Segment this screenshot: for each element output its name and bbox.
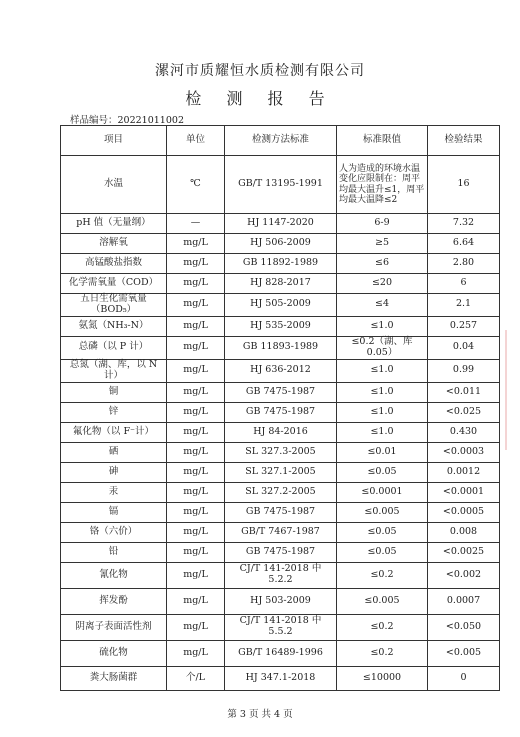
table-cell: 铅 bbox=[61, 542, 167, 562]
table-cell: 0.430 bbox=[428, 422, 500, 442]
table-cell: 0.0007 bbox=[428, 588, 500, 614]
table-cell: 人为造成的环境水温变化应限制在：周平均最大温升≤1，周平均最大温降≤2 bbox=[337, 156, 428, 214]
table-cell: 镉 bbox=[61, 502, 167, 522]
table-cell: mg/L bbox=[167, 234, 225, 254]
table-cell: ≤4 bbox=[337, 294, 428, 317]
table-cell: 化学需氧量（COD） bbox=[61, 274, 167, 294]
table-cell: HJ 1147-2020 bbox=[225, 214, 337, 234]
table-cell: mg/L bbox=[167, 502, 225, 522]
table-cell: mg/L bbox=[167, 562, 225, 588]
table-cell: mg/L bbox=[167, 542, 225, 562]
table-cell: 0 bbox=[428, 666, 500, 690]
table-cell: mg/L bbox=[167, 316, 225, 336]
table-cell: <0.0003 bbox=[428, 442, 500, 462]
table-cell: 水温 bbox=[61, 156, 167, 214]
table-cell: GB 7475-1987 bbox=[225, 502, 337, 522]
table-cell: <0.050 bbox=[428, 614, 500, 640]
table-row bbox=[61, 442, 500, 462]
table-cell: mg/L bbox=[167, 482, 225, 502]
report-title: 检 测 报 告 bbox=[185, 89, 335, 108]
table-cell: 挥发酚 bbox=[61, 588, 167, 614]
table-cell: <0.011 bbox=[428, 382, 500, 402]
table-row bbox=[61, 402, 500, 422]
table-cell: mg/L bbox=[167, 294, 225, 317]
table-cell: GB/T 7467-1987 bbox=[225, 522, 337, 542]
table-cell: ≤20 bbox=[337, 274, 428, 294]
table-cell: 6.64 bbox=[428, 234, 500, 254]
table-cell: ≤1.0 bbox=[337, 382, 428, 402]
table-cell: mg/L bbox=[167, 442, 225, 462]
table-row bbox=[61, 482, 500, 502]
table-cell: ≤0.0001 bbox=[337, 482, 428, 502]
table-row bbox=[61, 234, 500, 254]
table-cell: HJ 347.1-2018 bbox=[225, 666, 337, 690]
table-cell: mg/L bbox=[167, 336, 225, 359]
table-cell: ≤0.005 bbox=[337, 588, 428, 614]
table-cell: mg/L bbox=[167, 359, 225, 382]
table-cell: 0.0012 bbox=[428, 462, 500, 482]
table-cell: mg/L bbox=[167, 522, 225, 542]
table-cell: ≤0.05 bbox=[337, 462, 428, 482]
table-row bbox=[61, 422, 500, 442]
table-row bbox=[61, 614, 500, 640]
table-cell: ≤0.2 bbox=[337, 614, 428, 640]
table-cell: 0.99 bbox=[428, 359, 500, 382]
table-cell: GB 7475-1987 bbox=[225, 402, 337, 422]
table-cell: 氨氮（NH₃-N） bbox=[61, 316, 167, 336]
table-cell: HJ 636-2012 bbox=[225, 359, 337, 382]
table-cell: ≤0.005 bbox=[337, 502, 428, 522]
table-cell: mg/L bbox=[167, 640, 225, 666]
table-cell: HJ 505-2009 bbox=[225, 294, 337, 317]
table-cell: 硒 bbox=[61, 442, 167, 462]
table-cell: 0.008 bbox=[428, 522, 500, 542]
table-header-row bbox=[61, 126, 500, 156]
table-row bbox=[61, 214, 500, 234]
table-cell: 总磷（以 P 计） bbox=[61, 336, 167, 359]
table-cell: 2.1 bbox=[428, 294, 500, 317]
table-cell: ≤0.05 bbox=[337, 542, 428, 562]
table-row bbox=[61, 156, 500, 214]
table-cell: 0.04 bbox=[428, 336, 500, 359]
table-cell: mg/L bbox=[167, 274, 225, 294]
table-cell: <0.002 bbox=[428, 562, 500, 588]
table-cell: 五日生化需氧量（BOD₅） bbox=[61, 294, 167, 317]
table-cell: <0.005 bbox=[428, 640, 500, 666]
table-cell: 16 bbox=[428, 156, 500, 214]
table-cell: HJ 828-2017 bbox=[225, 274, 337, 294]
table-row bbox=[61, 294, 500, 317]
table-cell: HJ 535-2009 bbox=[225, 316, 337, 336]
table-cell: 0.257 bbox=[428, 316, 500, 336]
table-cell: HJ 84-2016 bbox=[225, 422, 337, 442]
table-cell: 粪大肠菌群 bbox=[61, 666, 167, 690]
table-cell: 2.80 bbox=[428, 254, 500, 274]
table-cell: 高锰酸盐指数 bbox=[61, 254, 167, 274]
table-cell: ≤1.0 bbox=[337, 402, 428, 422]
table-cell: ≤0.2 bbox=[337, 562, 428, 588]
table-row bbox=[61, 462, 500, 482]
table-row bbox=[61, 542, 500, 562]
table-cell: GB 7475-1987 bbox=[225, 382, 337, 402]
column-header: 项目 bbox=[61, 126, 167, 156]
table-cell: — bbox=[167, 214, 225, 234]
results-table bbox=[60, 125, 500, 691]
table-row bbox=[61, 562, 500, 588]
table-cell: 溶解氧 bbox=[61, 234, 167, 254]
table-cell: 硫化物 bbox=[61, 640, 167, 666]
table-cell: 总氮（湖、库，以 N 计） bbox=[61, 359, 167, 382]
table-cell: CJ/T 141-2018 中 5.5.2 bbox=[225, 614, 337, 640]
table-row bbox=[61, 254, 500, 274]
table-cell: HJ 506-2009 bbox=[225, 234, 337, 254]
page-number: 第 3 页 共 4 页 bbox=[227, 709, 293, 720]
table-row bbox=[61, 522, 500, 542]
table-row bbox=[61, 316, 500, 336]
table-cell: <0.025 bbox=[428, 402, 500, 422]
table-cell: ≤1.0 bbox=[337, 316, 428, 336]
table-row bbox=[61, 274, 500, 294]
table-cell: 铬（六价） bbox=[61, 522, 167, 542]
table-row bbox=[61, 588, 500, 614]
column-header: 检验结果 bbox=[428, 126, 500, 156]
table-row bbox=[61, 382, 500, 402]
table-cell: 氰化物 bbox=[61, 562, 167, 588]
table-cell: mg/L bbox=[167, 614, 225, 640]
table-cell: ≤10000 bbox=[337, 666, 428, 690]
table-cell: pH 值（无量纲） bbox=[61, 214, 167, 234]
table-cell: ≤0.01 bbox=[337, 442, 428, 462]
table-cell: 6-9 bbox=[337, 214, 428, 234]
sample-number: 样品编号：20221011002 bbox=[70, 115, 184, 126]
table-cell: GB 7475-1987 bbox=[225, 542, 337, 562]
table-cell: 锌 bbox=[61, 402, 167, 422]
table-cell: 砷 bbox=[61, 462, 167, 482]
table-row bbox=[61, 666, 500, 690]
table-cell: mg/L bbox=[167, 462, 225, 482]
seal-stamp-edge bbox=[505, 330, 520, 450]
table-cell: 氟化物（以 F⁻计） bbox=[61, 422, 167, 442]
table-cell: GB/T 16489-1996 bbox=[225, 640, 337, 666]
table-cell: GB/T 13195-1991 bbox=[225, 156, 337, 214]
table-cell: SL 327.1-2005 bbox=[225, 462, 337, 482]
table-cell: ≤1.0 bbox=[337, 359, 428, 382]
table-cell: ≤0.2（湖、库 0.05） bbox=[337, 336, 428, 359]
table-row bbox=[61, 336, 500, 359]
table-cell: GB 11893-1989 bbox=[225, 336, 337, 359]
table-cell: ℃ bbox=[167, 156, 225, 214]
table-cell: 6 bbox=[428, 274, 500, 294]
table-cell: ≤0.2 bbox=[337, 640, 428, 666]
table-cell: <0.0025 bbox=[428, 542, 500, 562]
table-cell: ≤6 bbox=[337, 254, 428, 274]
table-cell: 铜 bbox=[61, 382, 167, 402]
column-header: 检测方法标准 bbox=[225, 126, 337, 156]
table-cell: mg/L bbox=[167, 402, 225, 422]
table-cell: mg/L bbox=[167, 382, 225, 402]
table-cell: 个/L bbox=[167, 666, 225, 690]
table-cell: mg/L bbox=[167, 254, 225, 274]
table-cell: HJ 503-2009 bbox=[225, 588, 337, 614]
column-header: 标准限值 bbox=[337, 126, 428, 156]
company-name: 漯河市质耀恒水质检测有限公司 bbox=[155, 63, 365, 79]
table-cell: SL 327.2-2005 bbox=[225, 482, 337, 502]
table-cell: ≤1.0 bbox=[337, 422, 428, 442]
table-cell: <0.0001 bbox=[428, 482, 500, 502]
table-cell: ≥5 bbox=[337, 234, 428, 254]
table-cell: 7.32 bbox=[428, 214, 500, 234]
table-row bbox=[61, 502, 500, 522]
table-cell: ≤0.05 bbox=[337, 522, 428, 542]
column-header: 单位 bbox=[167, 126, 225, 156]
table-row bbox=[61, 359, 500, 382]
table-cell: 阴离子表面活性剂 bbox=[61, 614, 167, 640]
table-cell: mg/L bbox=[167, 422, 225, 442]
table-cell: mg/L bbox=[167, 588, 225, 614]
table-cell: 汞 bbox=[61, 482, 167, 502]
table-cell: SL 327.3-2005 bbox=[225, 442, 337, 462]
table-cell: <0.0005 bbox=[428, 502, 500, 522]
table-cell: GB 11892-1989 bbox=[225, 254, 337, 274]
table-body bbox=[61, 156, 500, 691]
table-cell: CJ/T 141-2018 中 5.2.2 bbox=[225, 562, 337, 588]
table-row bbox=[61, 640, 500, 666]
